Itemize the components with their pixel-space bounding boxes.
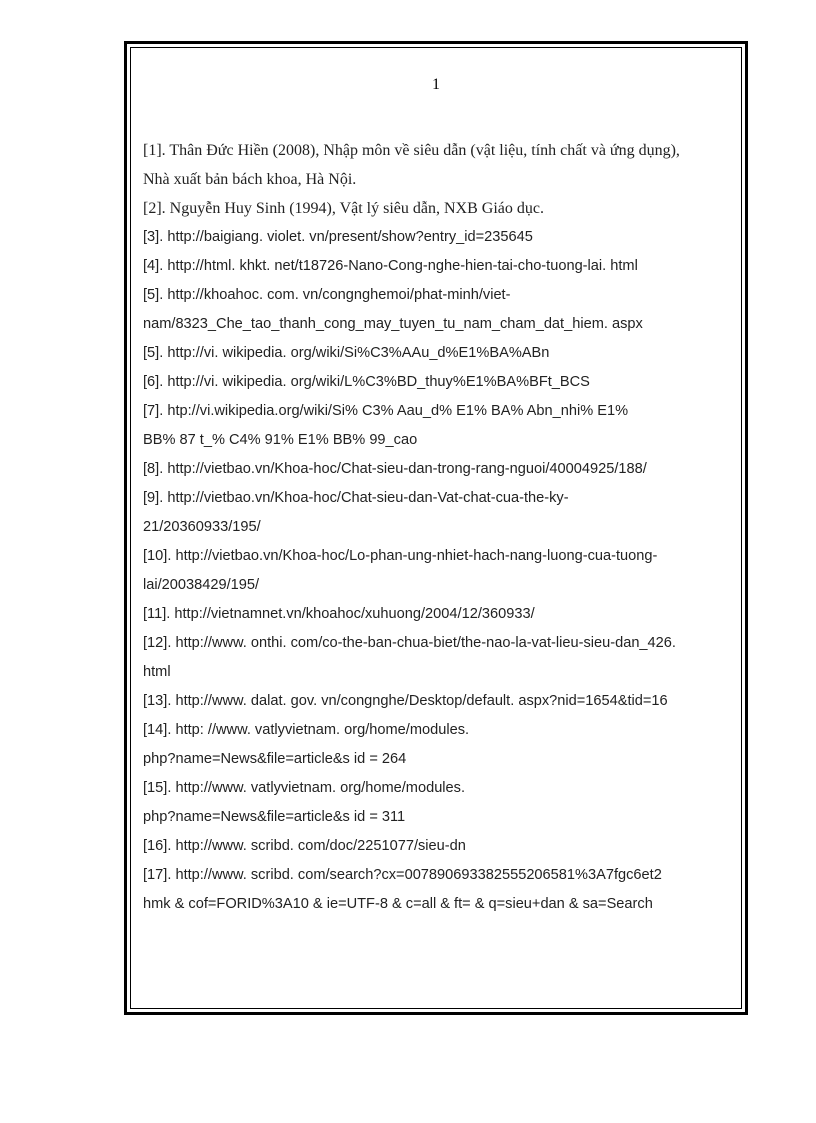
reference-line: lai/20038429/195/: [143, 577, 260, 593]
reference-line: [4]. http://html. khkt. net/t18726-Nano-Cong-nghe-hien-tai-cho-tuong-lai. html: [143, 258, 638, 274]
reference-line: [13]. http://www. dalat. gov. vn/congnghe/Desktop/default. aspx?nid=1654&tid=16: [143, 693, 668, 709]
reference-line: BB% 87 t_% C4% 91% E1% BB% 99_cao: [143, 432, 418, 448]
reference-line: hmk & cof=FORID%3A10 & ie=UTF-8 & c=all & ft= & q=sieu+dan & sa=Search: [143, 896, 653, 912]
reference-line: [14]. http: //www. vatlyvietnam. org/home/modules.: [143, 722, 470, 738]
page-border: [124, 41, 748, 1015]
reference-line: Nhà xuất bản bách khoa, Hà Nội.: [143, 171, 357, 188]
reference-line: [11]. http://vietnamnet.vn/khoahoc/xuhuong/2004/12/360933/: [143, 606, 535, 622]
reference-line: [7]. htp://vi.wikipedia.org/wiki/Si% C3% Aau_d% E1% BA% Abn_nhi% E1%: [143, 403, 629, 419]
reference-line: [16]. http://www. scribd. com/doc/2251077/sieu-dn: [143, 838, 466, 854]
reference-line: [6]. http://vi. wikipedia. org/wiki/L%C3%BD_thuy%E1%BA%BFt_BCS: [143, 374, 590, 390]
reference-line: [8]. http://vietbao.vn/Khoa-hoc/Chat-sieu-dan-trong-rang-nguoi/40004925/188/: [143, 461, 647, 477]
reference-line: 21/20360933/195/: [143, 519, 261, 535]
page-number: 1: [432, 76, 440, 93]
reference-line: [9]. http://vietbao.vn/Khoa-hoc/Chat-sieu-dan-Vat-chat-cua-the-ky-: [143, 490, 569, 506]
reference-line: php?name=News&file=article&s id = 311: [143, 809, 406, 825]
reference-line: [2]. Nguyễn Huy Sinh (1994), Vật lý siêu dẫn, NXB Giáo dục.: [143, 200, 544, 217]
reference-line: html: [143, 664, 171, 680]
reference-line: [5]. http://khoahoc. com. vn/congnghemoi/phat-minh/viet-: [143, 287, 511, 303]
reference-line: [17]. http://www. scribd. com/search?cx=007890693382555206581%3A7fgc6et2: [143, 867, 662, 883]
reference-list: [143, 136, 739, 919]
reference-line: [10]. http://vietbao.vn/Khoa-hoc/Lo-phan-ung-nhiet-hach-nang-luong-cua-tuong-: [143, 548, 658, 564]
reference-line: php?name=News&file=article&s id = 264: [143, 751, 407, 767]
page-inner-border: [130, 47, 742, 1009]
reference-line: [15]. http://www. vatlyvietnam. org/home/modules.: [143, 780, 466, 796]
reference-line: [12]. http://www. onthi. com/co-the-ban-chua-biet/the-nao-la-vat-lieu-sieu-dan_426.: [143, 635, 676, 651]
reference-line: nam/8323_Che_tao_thanh_cong_may_tuyen_tu_nam_cham_dat_hiem. aspx: [143, 316, 643, 332]
reference-line: [5]. http://vi. wikipedia. org/wiki/Si%C3%AAu_d%E1%BA%ABn: [143, 345, 550, 361]
reference-line: [1]. Thân Đức Hiền (2008), Nhập môn về siêu dẫn (vật liệu, tính chất và ứng dụng),: [143, 142, 680, 159]
reference-line: [3]. http://baigiang. violet. vn/present/show?entry_id=235645: [143, 229, 533, 245]
